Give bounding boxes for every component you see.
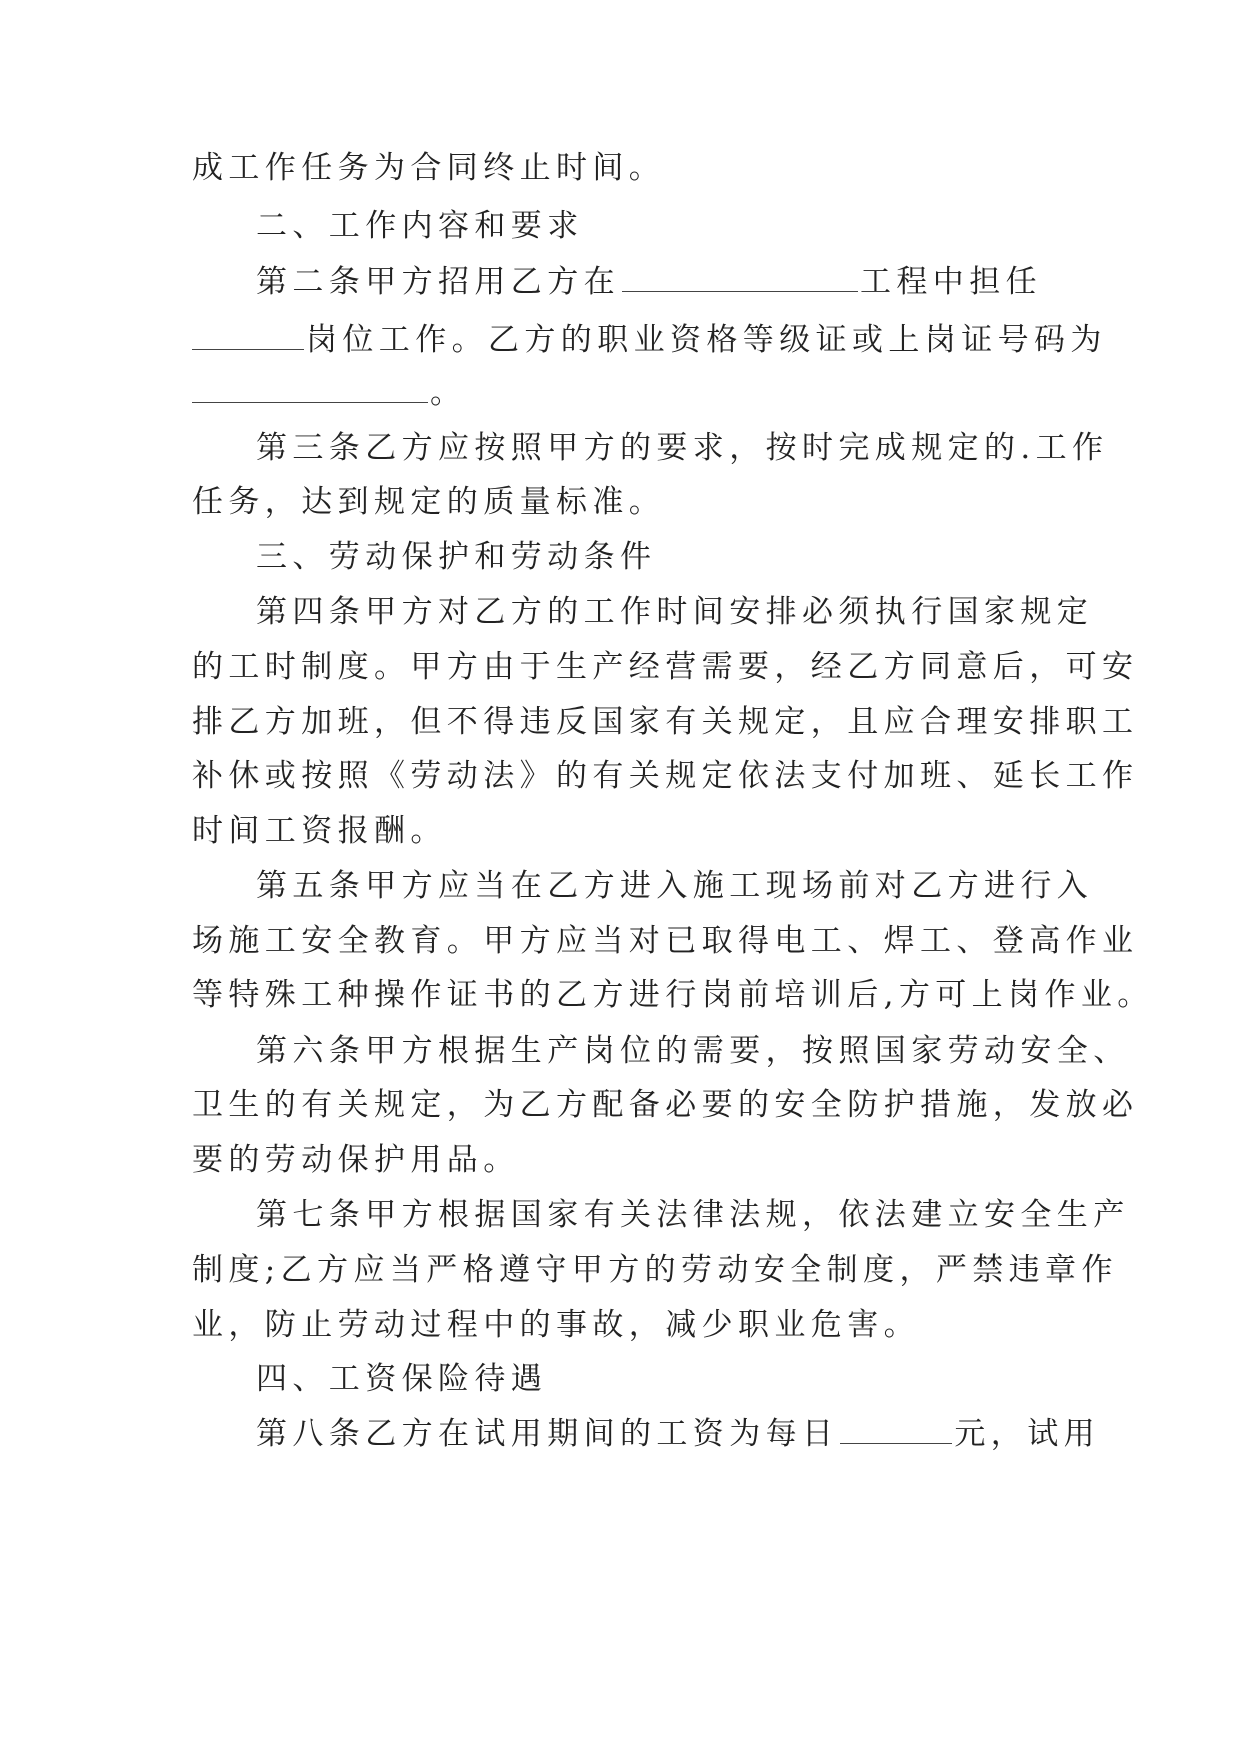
text-line bbox=[192, 320, 1107, 360]
text-line bbox=[192, 975, 1154, 1015]
text-segment: 四、工资保险待遇 bbox=[256, 1361, 548, 1397]
text-segment: 岗位工作。乙方的职业资格等级证或上岗证号码为 bbox=[306, 322, 1107, 358]
text-line bbox=[192, 702, 1138, 742]
text-line bbox=[192, 756, 1138, 796]
text-segment: 时间工资报酬。 bbox=[192, 813, 447, 849]
text-line bbox=[192, 1305, 920, 1345]
section-heading bbox=[256, 537, 656, 577]
text-segment: 第二条甲方招用乙方在 bbox=[256, 264, 620, 300]
text-segment: 卫生的有关规定，为乙方配备必要的安全防护措施，发放必 bbox=[192, 1087, 1139, 1123]
text-segment: 成工作任务为合同终止时间。 bbox=[192, 150, 666, 186]
text-segment: 等特殊工种操作证书的乙方进行岗前培训后,方可上岗作业。 bbox=[192, 977, 1154, 1013]
text-line bbox=[192, 373, 466, 413]
text-line bbox=[256, 592, 1093, 632]
text-segment: 业，防止劳动过程中的事故，减少职业危害。 bbox=[192, 1307, 920, 1343]
text-line bbox=[192, 482, 665, 522]
text-line bbox=[256, 1414, 1100, 1454]
text-segment: 三、劳动保护和劳动条件 bbox=[256, 539, 657, 575]
text-line bbox=[256, 428, 1108, 468]
fill-in-blank bbox=[840, 1417, 952, 1444]
text-segment: 。 bbox=[430, 375, 467, 411]
text-segment: 第五条甲方应当在乙方进入施工现场前对乙方进行入 bbox=[256, 868, 1094, 904]
text-line bbox=[192, 1140, 520, 1180]
text-line bbox=[192, 647, 1138, 687]
text-line bbox=[192, 1250, 1118, 1290]
text-segment: 第四条甲方对乙方的工作时间安排必须执行国家规定 bbox=[256, 594, 1094, 630]
fill-in-blank bbox=[192, 376, 428, 403]
text-segment: 的工时制度。甲方由于生产经营需要，经乙方同意后，可安 bbox=[192, 649, 1139, 685]
text-segment: 要的劳动保护用品。 bbox=[192, 1142, 520, 1178]
section-heading bbox=[256, 206, 584, 246]
text-segment: 元，试用 bbox=[954, 1416, 1101, 1452]
text-segment: 场施工安全教育。甲方应当对已取得电工、焊工、登高作业 bbox=[192, 923, 1139, 959]
text-line bbox=[256, 1031, 1130, 1071]
text-segment: 制度;乙方应当严格遵守甲方的劳动安全制度，严禁违章作 bbox=[192, 1252, 1118, 1288]
section-heading bbox=[256, 1359, 547, 1399]
text-segment: 第七条甲方根据国家有关法律法规，依法建立安全生产 bbox=[256, 1197, 1130, 1233]
text-line bbox=[192, 921, 1138, 961]
text-line bbox=[192, 1085, 1138, 1125]
text-segment: 二、工作内容和要求 bbox=[256, 208, 584, 244]
text-line bbox=[256, 866, 1093, 906]
text-segment: 排乙方加班，但不得违反国家有关规定，且应合理安排职工 bbox=[192, 704, 1139, 740]
text-line bbox=[256, 262, 1042, 302]
text-segment: 第三条乙方应按照甲方的要求，按时完成规定的.工作 bbox=[256, 430, 1109, 466]
text-segment: 任务，达到规定的质量标准。 bbox=[192, 484, 666, 520]
text-line bbox=[256, 1195, 1130, 1235]
text-segment: 第八条乙方在试用期间的工资为每日 bbox=[256, 1416, 839, 1452]
fill-in-blank bbox=[192, 323, 304, 350]
text-segment: 第六条甲方根据生产岗位的需要，按照国家劳动安全、 bbox=[256, 1033, 1130, 1069]
fill-in-blank bbox=[622, 265, 858, 292]
text-segment: 工程中担任 bbox=[860, 264, 1042, 300]
text-line bbox=[192, 148, 665, 188]
text-segment: 补休或按照《劳动法》的有关规定依法支付加班、延长工作 bbox=[192, 758, 1139, 794]
text-line bbox=[192, 811, 447, 851]
